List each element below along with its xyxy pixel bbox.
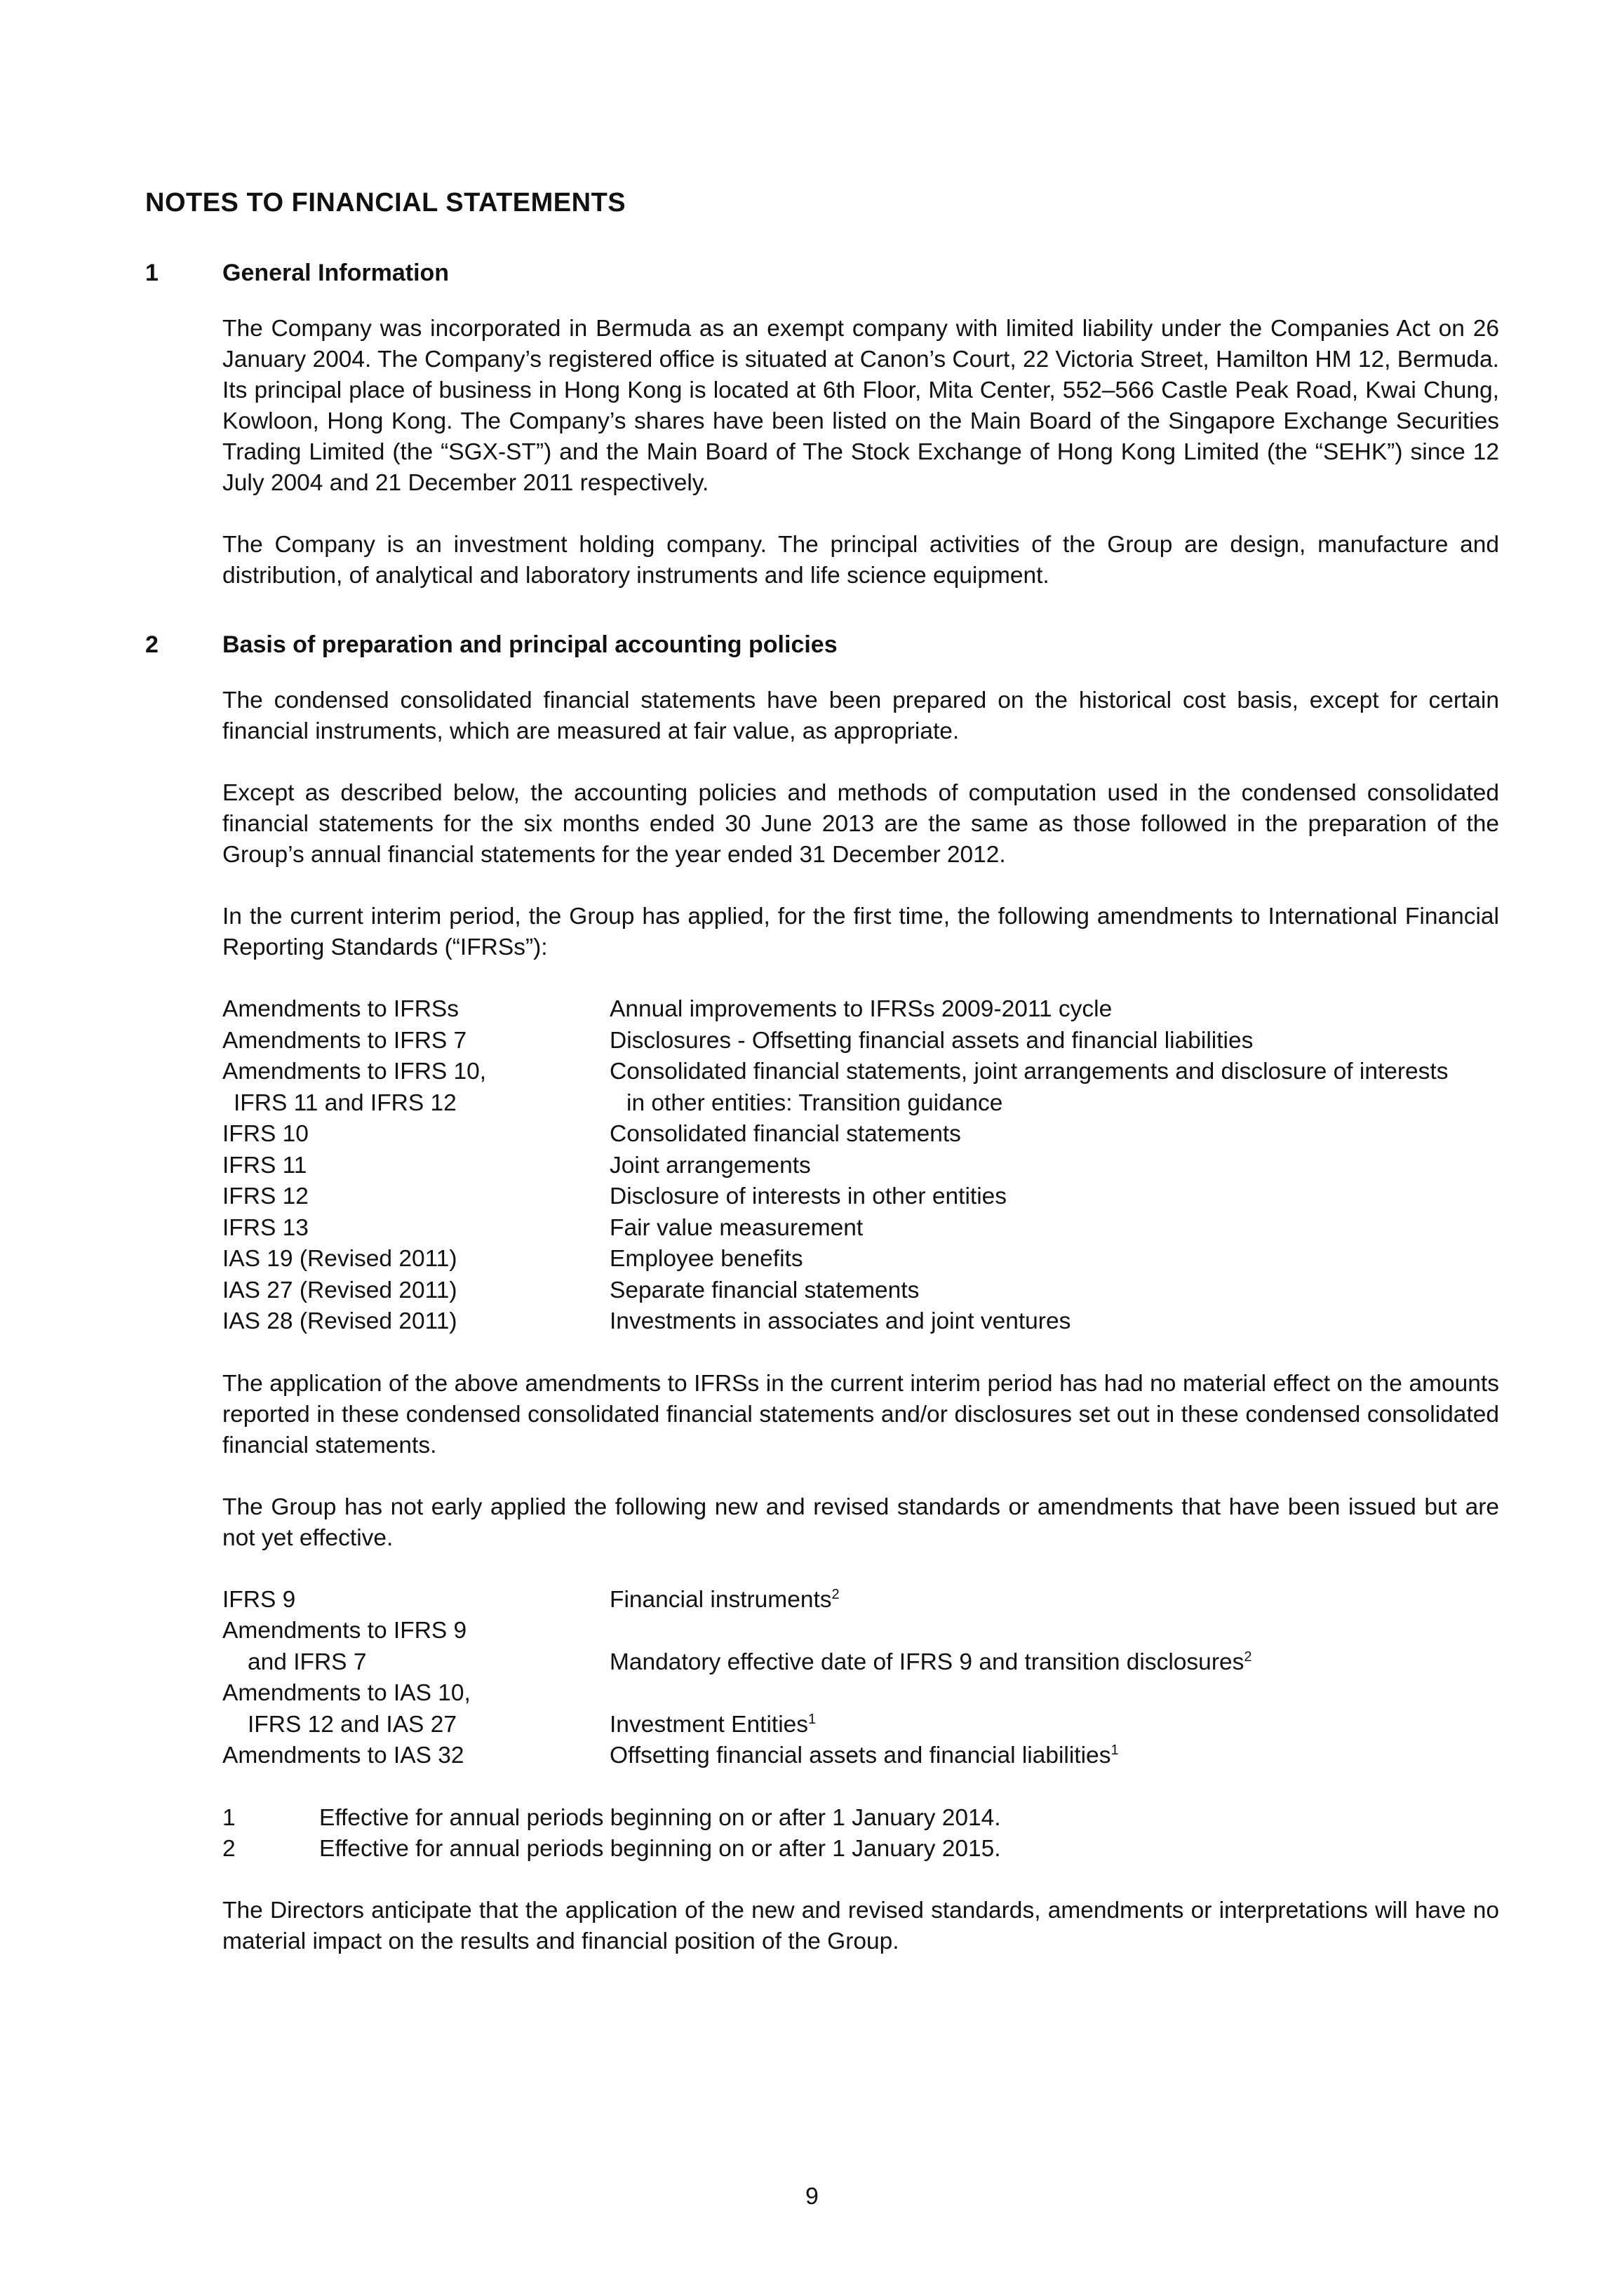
standard-description: Separate financial statements [610,1277,920,1303]
standard-description: Investments in associates and joint ventures [610,1308,1071,1334]
standard-name: Amendments to IFRS 9 [222,1618,467,1644]
standard-description: Investment Entities$^1$ [610,1711,817,1738]
standard-description: Disclosures - Offsetting financial assets and financial liabilities [610,1027,1254,1054]
standard-name: IAS 19 (Revised 2011) [222,1246,457,1272]
page-number: 9 [805,2183,819,2210]
standard-name: Amendments to IAS 32 [222,1743,464,1768]
standard-description: Offsetting financial assets and financial liabilities$^1$ [610,1742,1119,1768]
section-number: 1 [145,260,159,286]
standard-description: Fair value measurement [610,1214,864,1241]
standard-description [610,1616,1499,1647]
standard-description: in other entities: Transition guidance [626,1089,1003,1116]
standard-description [610,1678,1499,1710]
section-basis-of-preparation [145,629,1499,1957]
footnote-marker: 1 [1110,1742,1119,1758]
applied-amendments-table [222,994,1499,1338]
standard-name: IFRS 12 [222,1183,309,1209]
footnote-marker: 2 [831,1586,840,1602]
standard-name: IFRS 11 [222,1152,307,1179]
footnote-text: Effective for annual periods beginning on or after 1 January 2015. [319,1835,1001,1862]
footnotes [222,1803,1499,1865]
section-title: General Information [222,260,450,286]
standard-description: Financial instruments$^2$ [610,1586,840,1613]
standard-description: Consolidated financial statements, joint arrangements and disclosure of interests [610,1059,1449,1085]
standard-name: IFRS 11 and IFRS 12 [234,1089,457,1116]
paragraph-principal-activities: The Company is an investment holding company. The principal activities of the Group are design, manufacture and distribution, of analytical and laboratory instruments and life science equipment. [222,532,1499,589]
standard-name: IFRS 13 [222,1214,309,1241]
footnote-text: Effective for annual periods beginning on or after 1 January 2014. [319,1804,1001,1831]
standard-description: Disclosure of interests in other entities [610,1183,1007,1209]
paragraph-no-material-effect: The application of the above amendments to IFRSs in the current interim period has had no material effect on the amounts reported in these condensed consolidated financial statements and/or disclosures set out in these condensed consolidated financial statements. [222,1370,1499,1458]
standard-description: Consolidated financial statements [610,1121,961,1147]
standard-name: Amendments to IAS 10, [222,1680,471,1706]
not-yet-effective-table [222,1585,1499,1772]
standard-name: Amendments to IFRS 10, [222,1059,487,1085]
paragraph-directors-anticipate: The Directors anticipate that the application of the new and revised standards, amendments or interpretations will have no material impact on the results and financial position of the Group. [222,1897,1499,1954]
footnote-marker: 2 [1244,1649,1252,1665]
footnote-marker: 1 [808,1711,817,1727]
standard-description: Mandatory effective date of IFRS 9 and transition disclosures$^2$ [610,1649,1252,1675]
standard-name: Amendments to IFRSs [222,996,459,1022]
standard-name: Amendments to IFRS 7 [222,1027,467,1054]
standard-name: IFRS 12 and IAS 27 [248,1711,457,1738]
section-number: 2 [145,631,159,658]
standard-name: IAS 27 (Revised 2011) [222,1277,457,1303]
standard-name: IAS 28 (Revised 2011) [222,1308,457,1334]
paragraph-amendments-intro: In the current interim period, the Group has applied, for the first time, the following amendments to International Financial Reporting Standards (“IFRSs”): [222,904,1499,960]
footnote-number: 1 [222,1804,236,1831]
standard-name: IFRS 10 [222,1121,309,1147]
footnote-number: 2 [222,1835,236,1862]
standard-description: Annual improvements to IFRSs 2009-2011 cycle [610,996,1113,1022]
paragraph-historical-cost: The condensed consolidated financial statements have been prepared on the historical cost basis, except for certain financial instruments, which are measured at fair value, as appropriate. [222,687,1499,744]
standard-name: and IFRS 7 [248,1649,367,1675]
paragraph-not-early-applied: The Group has not early applied the following new and revised standards or amendments that have been issued but are not yet effective. [222,1493,1499,1551]
standard-name: IFRS 9 [222,1586,296,1613]
paragraph-accounting-policies: Except as described below, the accounting policies and methods of computation used in the condensed consolidated financial statements for the six months ended 30 June 2013 are the same as those followed in the preparation of the Group’s annual financial statements for the year ended 31 December 2012. [222,780,1499,868]
section-title: Basis of preparation and principal accounting policies [222,631,838,658]
page-title: NOTES TO FINANCIAL STATEMENTS [145,188,626,217]
paragraph-incorporation: The Company was incorporated in Bermuda as an exempt company with limited liability under the Companies Act on 26 January 2004. The Company’s registered office is situated at Canon’s Court, 22 Victoria Street, Hamilton HM 12, Bermuda. Its principal place of business in Hong Kong is located at 6th Floor, Mita Center, 552–566 Castle Peak Road, Kwai Chung, Kowloon, Hong Kong. The Company’s shares have been listed on the Main Board of the Singapore Exchange Securities Trading Limited (the “SGX-ST”) and the Main Board of The Stock Exchange of Hong Kong Limited (the “SEHK”) since 12 July 2004 and 21 December 2011 respectively. [222,316,1499,496]
standard-description: Employee benefits [610,1246,803,1272]
standard-description: Joint arrangements [610,1152,811,1179]
section-general-information [145,257,1499,591]
section-heading [145,629,1499,660]
section-heading [145,257,1499,288]
